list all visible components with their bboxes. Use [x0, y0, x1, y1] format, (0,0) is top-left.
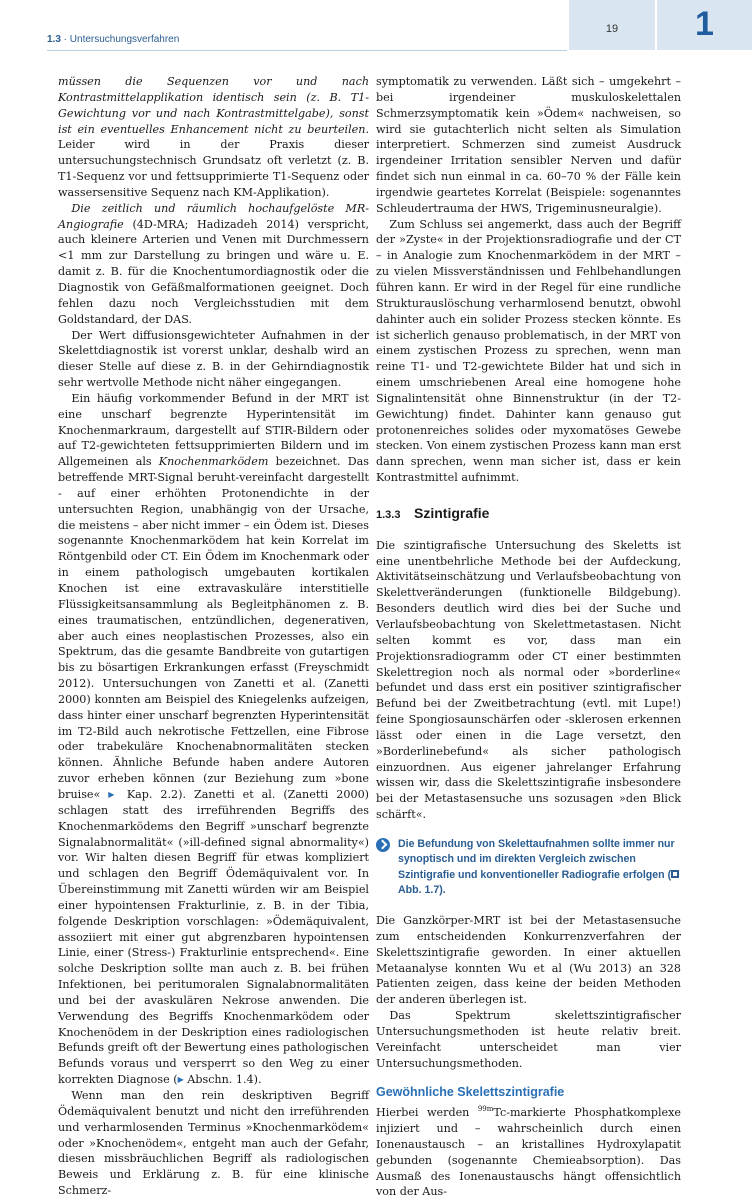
body-text: ). [253, 1073, 262, 1087]
left-column [58, 74, 369, 1199]
running-header [47, 34, 179, 45]
page-header [0, 0, 752, 60]
paragraph [58, 74, 369, 201]
page-number-box [569, 0, 655, 50]
body-text: (4D-MRA; Hadizadeh 2014) verspricht, auch kleinere Arterien und Venen mit Durchmessern <1 mm zur Darstellung zu bringen und wäre u. E. damit z. B. für die Knochentumordiagnostik oder die Diagnostik von Gefäßmalformationen geeignet. Doch fehlen dazu noch Vergleichsstudien mit dem Goldstandard, der DAS. [58, 217, 369, 326]
running-header-number: 1.3 [47, 34, 61, 45]
section-reference-link[interactable] [178, 1073, 254, 1086]
callout-text-end: ). [439, 884, 446, 897]
italic-text: Die zeitlich und räumlich hochaufgelöste MR-Angiografie [58, 201, 369, 231]
subsection-title: Szintigrafie [414, 504, 490, 521]
arrow-right-icon: ▶ [177, 1075, 184, 1085]
paragraph [58, 391, 369, 1088]
right-column [376, 74, 681, 1200]
chapter-tab [657, 0, 752, 50]
superscript-text: 99m [477, 1105, 494, 1114]
body-text: ). Zanetti et al. (Zanetti 2000) schlagen statt des irreführenden Begriffs des Knochenmarködems den Begriff »unscharf begrenzte Signalabnormalität« (»ill-defined signal abnormality«) vor. Wir halten diesen Begriff für etwas kompliziert und schlagen den Begriff Ödemäquivalent vor. In Übereinstimmung mit Zanetti würden wir am Beispiel einer hypointensen Frakturlinie, z. B. in der Tibia, folgende Deskription vorschlagen: »Ödemäquivalent, assoziiert mit einer gut abgrenzbaren hypointensen Linie, einer (Stress-) Frakturlinie entsprechend«. Eine solche Deskription sollte man auch z. B. bei frühen Infektionen, bei peritumoralen Signalabnormalitäten und bei der avaskulären Nekrose anwenden. Die Verwendung des Begriffs Knochenmarködem oder Knochenödem in der Deskription eines radiologischen Befunds greift oft der Bewertung eines pathologischen Befunds voraus und versperrt so den Weg zu einer korrekten Diagnose ( [58, 787, 369, 1087]
italic-text: müssen die Sequenzen vor und nach Kontrastmittelapplikation identisch sein (z. B. T1-Gewichtung vor und nach Kontrastmittelgabe), sonst ist ein eventuelles Enhancement nicht zu beurteilen. [58, 75, 369, 136]
paragraph: Das Spektrum skelettszintigrafischer Untersuchungsmethoden ist heute relativ breit. Vereinfacht unterscheidet man vier Untersuchungsmethoden. [376, 1009, 681, 1070]
paragraph: symptomatik zu verwenden. Läßt sich – umgekehrt – bei irgendeiner muskuloskelettalen Schmerzsymptomatik kein »Ödem« nachweisen, so wird sie gutachterlich nicht selten als Simulation interpretiert. Schmerzen sind zumeist Ausdruck irgendeiner Irritation sensibler Nerven und dafür findet sich nun einmal in ca. 60–70 % der Fälle kein irgendwie geartetes Korrelat (Beispiele: sogenanntes Schleudertrauma der HWS, Trigeminusneuralgie). [376, 75, 681, 215]
paragraph: Der Wert diffusionsgewichteter Aufnahmen in der Skelettdiagnostik ist vorerst unklar, deshalb wird an dieser Stelle auf diese z. B. in der Gehirndiagnostik sehr wertvolle Methode nicht näher eingegangen. [58, 328, 369, 390]
header-rule [47, 50, 567, 51]
paragraph [58, 201, 369, 328]
figure-reference-label: Abb. 1.7 [398, 884, 440, 897]
callout-text: Die Befundung von Skelettaufnahmen sollte immer nur synoptisch und im direkten Vergleich zwischen Szintigrafie und konventioneller Radiografie erfolgen ( [398, 837, 675, 881]
chapter-number: 1 [695, 5, 714, 43]
paragraph [376, 1105, 681, 1200]
italic-text: Knochenmarködem [158, 455, 269, 469]
running-header-separator: · [60, 34, 70, 45]
paragraph: Die Ganzkörper-MRT ist bei der Metastasensuche zum entscheidenden Konkurrenzverfahren der Skelettszintigrafie geworden. In einer aktuellen Metaanalyse konnten Wu et al (Wu 2013) an 328 Patienten zeigen, dass keine der beiden Methoden der anderen überlegen ist. [376, 913, 681, 1007]
figure-icon [671, 870, 679, 878]
page-number: 19 [605, 23, 619, 35]
chevron-right-circle-icon [376, 838, 390, 852]
paragraph: Zum Schluss sei angemerkt, dass auch der Begriff der »Zyste« in der Projektionsradiografie und der CT – in Analogie zum Knochenmarködem in der MRT – zu vielen Missverständnissen und Fehlbehandlungen führen kann. Er wird in der Regel für eine rundliche Strukturauslöschung verharmlosend benutzt, obwohl dahinter auch ein solider Prozess stecken könnte. Es ist sicherlich genauso problematisch, in der MRT von einem zystischen Prozess zu sprechen, wenn man reine T1- und T2-gewichtete Bilder hat und sich in einem umschriebenen Areal eine homogene hohe Signalintensität ohne Binnenstruktur (in der T2-Gewichtung) findet. Dahinter kann genauso gut protonenreiches solides oder myxomatöses Gewebe stecken. Von einem zystischen Prozess kann man erst dann sprechen, wenn man sicher ist, dass er kein Kontrastmittel aufnimmt. [376, 217, 681, 485]
body-text: Ein häufig vorkommender Befund in der MRT ist eine unscharf begrenzte Hyperintensität im Knochenmarkraum, dargestellt auf STIR-Bildern oder auf T2-gewichteten fettsupprimierten Bildern und im Allgemeinen als [58, 391, 369, 469]
paragraph: Wenn man den rein deskriptiven Begriff Ödemäquivalent benutzt und nicht den irreführenden und verharmlosenden Terminus »Knochenmarködem« oder »Knochenödem«, entgeht man auch der Gefahr, diesen missbräuchlichen Begriff als radiologischen Beweis und Erklärung z. B. für eine klinische Schmerz- [58, 1089, 369, 1198]
reference-label: Abschn. 1.4 [187, 1073, 254, 1087]
subsection-heading [376, 506, 681, 524]
body-text: Hierbei werden [376, 1106, 478, 1120]
topic-heading: Gewöhnliche Skelettszintigrafie [376, 1085, 565, 1100]
arrow-right-icon: ▶ [108, 789, 119, 799]
body-text: Leider wird in der Praxis dieser untersuchungstechnisch Grundsatz oft verletzt (z. B. T1-Sequenz vor und fettsupprimierte T1-Sequenz oder wassersensitive Sequenz nach KM-Applikation). [58, 138, 369, 199]
reference-label: Kap. 2.2 [126, 787, 179, 801]
paragraph: Die szintigrafische Untersuchung des Skeletts ist eine unentbehrliche Methode bei der Aufdeckung, Aktivitätseinschätzung und Verlaufsbeobachtung von Skelettveränderungen (funktionelle Bildgebung). Besonders deutlich wird dies bei der Suche und Verlaufsbeobachtung von Skelettmetastasen. Nicht selten kommt es vor, dass man ein Projektionsradiogramm oder CT einer bestimmten Skelettregion noch als normal oder »borderline« befundet und dass erst ein positiver szintigrafischer Befund bei der Zweitbetrachtung (evtl. mit Lupe!) feine Spongiosaunschärfen oder -sklerosen erkennen lässt oder einen in die Lage versetzt, den »Borderlinebefund« als sicher pathologisch einzuordnen. Aus eigener jahrelanger Erfahrung wissen wir, dass die Skelettszintigrafie insbesondere bei der Metastasensuche uns sozusagen »den Blick schärft«. [376, 538, 681, 822]
chapter-reference-link[interactable] [108, 788, 178, 801]
running-header-title: Untersuchungsverfahren [69, 34, 180, 45]
subsection-number: 1.3.3 [376, 508, 401, 521]
key-point-callout [376, 837, 681, 899]
body-text: bezeichnet. Das betreffende MRT-Signal beruht-vereinfacht dargestellt - auf einer erhöhten Protonendichte in der untersuchten Region, unabhängig von der Ursache, die meistens – aber nicht immer – ein Ödem ist. Dieses sogenannte Knochenmarködem hat kein Korrelat im Röntgenbild oder CT. Ein Ödem im Knochenmark oder in einem pathologisch umgebauten kortikalen Knochen ist eine extravaskuläre interstitielle Flüssigkeitsansammlung als Begleitphänomen z. B. eines traumatischen, entzündlichen, degenerativen, aber auch eines neoplastischen Prozesses, also ein Spektrum, das die gesamte Bandbreite von gutartigen bis zu bösartigen Erkrankungen erfasst (Freyschmidt 2012). Untersuchungen von Zanetti et al. (Zanetti 2000) konnten am Beispiel des Kniegelenks aufzeigen, dass hinter einer unscharf begrenzten Hyperintensität im T2-Bild auch nekrotische Fettzellen, eine Fibrose oder trabekuläre Knochenabnormalitäten stecken können. Ähnliche Befunde haben andere Autoren zuvor erheben können (zur Beziehung zum »bone bruise« [58, 455, 369, 801]
body-text: Tc-markierte Phosphatkomplexe injiziert und – wahrscheinlich durch einen Ionenaustausch – an kristallines Hydroxylapatit gebunden (sogenannte Chemieabsorption). Das Ausmaß des Ionenaustauschs hängt offensichtlich von der Aus- [376, 1106, 681, 1199]
